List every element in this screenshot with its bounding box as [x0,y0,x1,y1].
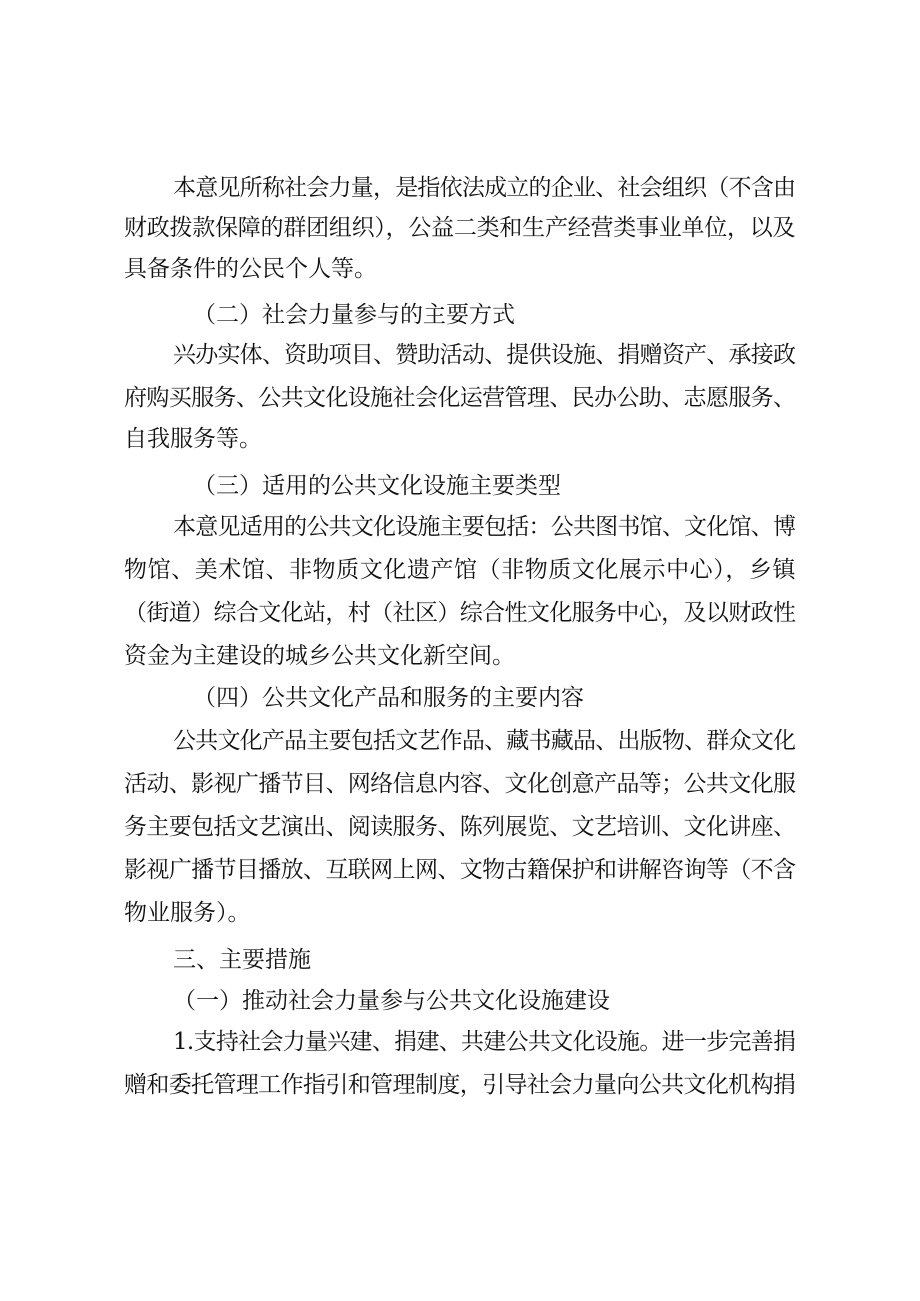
subheading-facility-types: （三）适用的公共文化设施主要类型 [193,473,561,499]
text-line: （街道）综合文化站，村（社区）综合性文化服务中心，及以财政性 [124,600,796,626]
subheading-methods: （二）社会力量参与的主要方式 [193,302,515,328]
text-line: 影视广播节目播放、互联网上网、文物古籍保护和讲解咨询等（不含 [124,857,796,883]
subheading-facility-construction: （一）推动社会力量参与公共文化设施建设 [173,988,610,1014]
text-line: 本意见适用的公共文化设施主要包括：公共图书馆、文化馆、博 [173,514,796,540]
text-line: 府购买服务、公共文化设施社会化运营管理、民办公助、志愿服务、 [124,385,796,411]
text-line: 本意见所称社会力量，是指依法成立的企业、社会组织（不含由 [173,175,796,201]
text-line: 物业服务）。 [124,900,251,926]
text-line: 公共文化产品主要包括文艺作品、藏书藏品、出版物、群众文化 [173,728,796,754]
text-line: 自我服务等。 [124,426,262,452]
section-heading-main-measures: 三、主要措施 [173,947,311,973]
text-line: 活动、影视广播节目、网络信息内容、文化创意产品等；公共文化服 [124,771,796,797]
text-line: 兴办实体、资助项目、赞助活动、提供设施、捐赠资产、承接政 [173,342,796,368]
text-line: 务主要包括文艺演出、阅读服务、陈列展览、文艺培训、文化讲座、 [124,814,796,840]
text-line: 赠和委托管理工作指引和管理制度，引导社会力量向公共文化机构捐 [124,1072,796,1098]
subheading-products-services: （四）公共文化产品和服务的主要内容 [193,685,584,711]
text-line: 资金为主建设的城乡公共文化新空间。 [124,643,515,669]
text-line: 物馆、美术馆、非物质文化遗产馆（非物质文化展示中心），乡镇 [124,557,797,583]
text-line: 财政拨款保障的群团组织），公益二类和生产经营类事业单位，以及 [124,215,796,241]
text-line: 1.支持社会力量兴建、捐建、共建公共文化设施。进一步完善捐 [173,1029,796,1055]
text-line: 具备条件的公民个人等。 [124,256,377,282]
